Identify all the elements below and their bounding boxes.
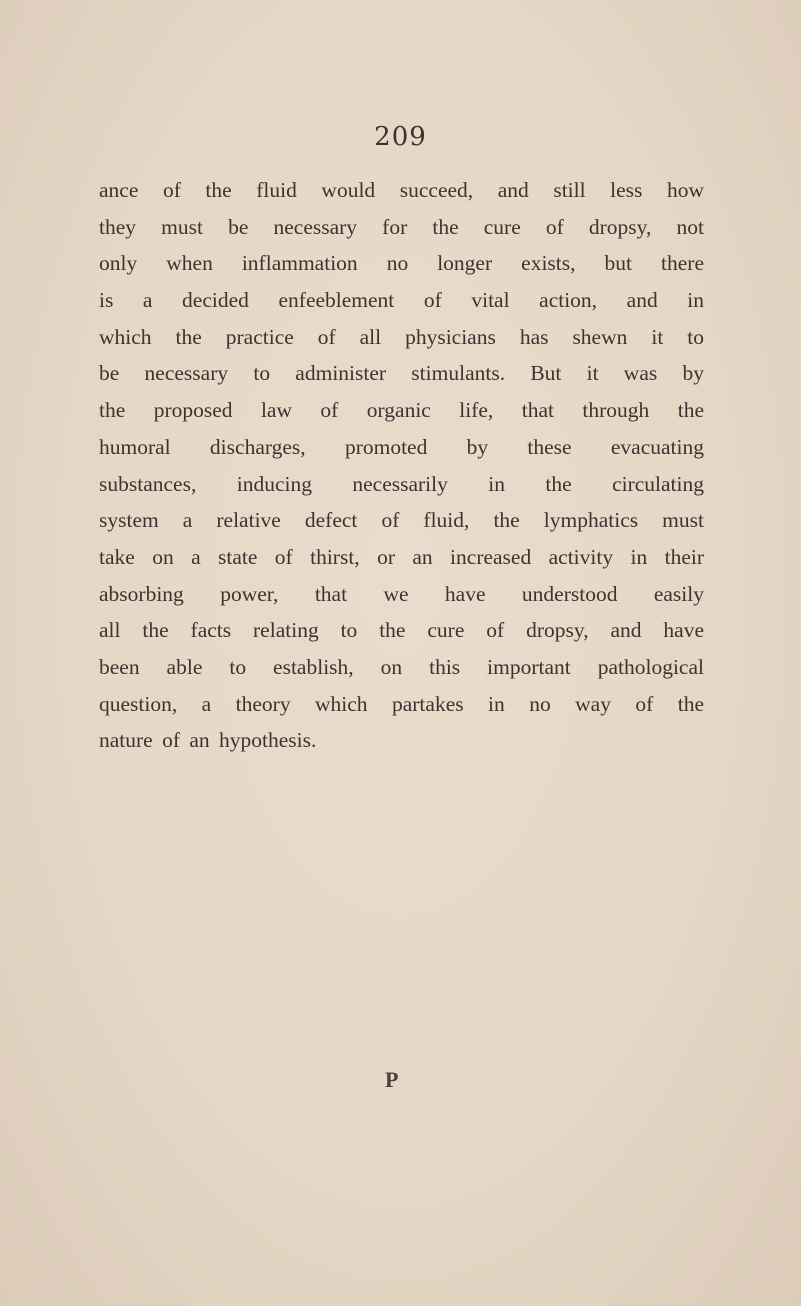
text-line: humoral discharges, promoted by these evacuating: [99, 434, 704, 459]
text-line: only when inflammation no longer exists, but there: [99, 251, 704, 276]
text-line: is a decided enfeeblement of vital action, and in: [99, 288, 704, 313]
signature-mark: P: [385, 1067, 399, 1092]
text-line: which the practice of all physicians has shewn it to: [99, 324, 704, 349]
text-line: the proposed law of organic life, that through the: [99, 398, 704, 423]
text-line: question, a theory which partakes in no way of the: [99, 691, 704, 716]
text-line: all the facts relating to the cure of dropsy, and have: [99, 618, 704, 643]
text-line: take on a state of thirst, or an increased activity in their: [99, 544, 704, 569]
text-line: absorbing power, that we have understood easily: [99, 581, 704, 606]
body-paragraph: [99, 172, 704, 759]
text-line: they must be necessary for the cure of dropsy, not: [99, 214, 704, 239]
text-line: substances, inducing necessarily in the circulating: [99, 471, 704, 496]
text-line: nature of an hypothesis.: [99, 728, 317, 753]
text-line: been able to establish, on this important pathological: [99, 654, 704, 679]
text-line: system a relative defect of fluid, the lymphatics must: [99, 508, 704, 533]
text-line: ance of the fluid would succeed, and still less how: [99, 178, 704, 202]
text-line: be necessary to administer stimulants. But it was by: [99, 361, 704, 386]
page-number: 209: [374, 122, 427, 152]
